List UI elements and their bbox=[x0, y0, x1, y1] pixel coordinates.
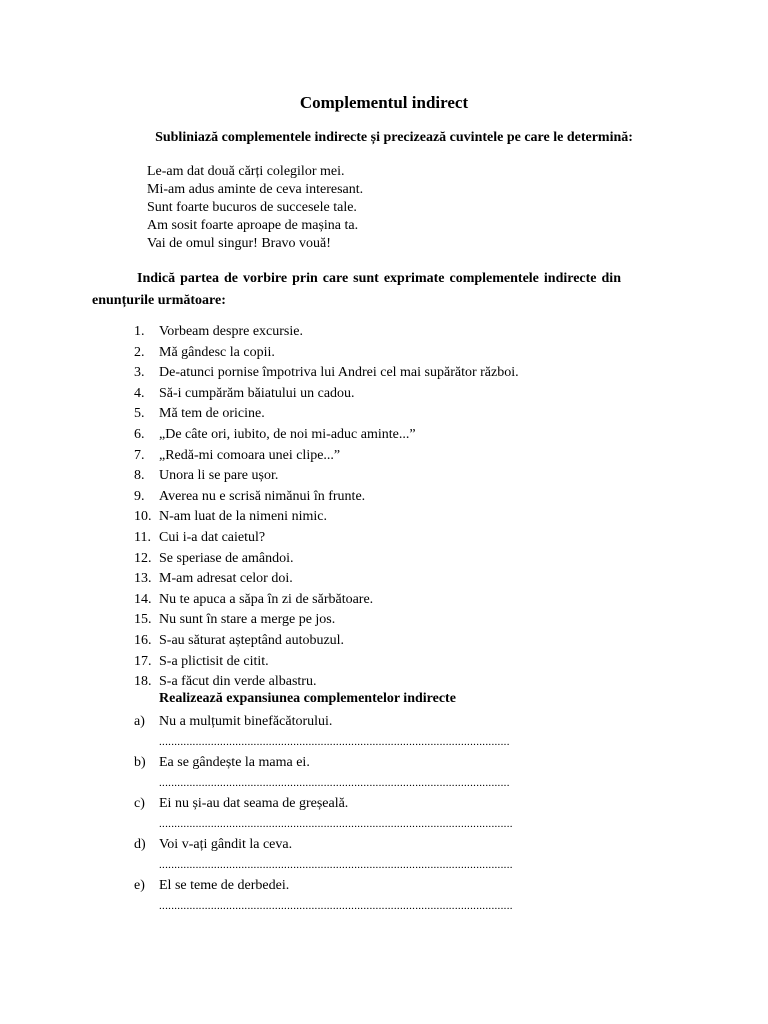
list-item bbox=[0, 507, 768, 527]
list-item-number: 14. bbox=[134, 591, 152, 607]
list-item-text: Nu te apuca a săpa în zi de sărbătoare. bbox=[159, 591, 374, 607]
list-item-text: Unora li se pare ușor. bbox=[159, 468, 279, 484]
exercise-item-label: d) bbox=[134, 837, 146, 852]
exercise-item-label: c) bbox=[134, 796, 145, 811]
exercise-item-label: b) bbox=[134, 755, 146, 770]
list-item bbox=[0, 652, 768, 672]
list-item-number: 4. bbox=[134, 385, 145, 401]
list-item-number: 15. bbox=[134, 612, 152, 628]
exercise-item bbox=[0, 712, 768, 752]
list-item bbox=[0, 549, 768, 569]
exercise2-instruction bbox=[92, 268, 621, 312]
list-item-text: Cui i-a dat caietul? bbox=[159, 530, 266, 545]
exercise-item bbox=[0, 753, 768, 793]
list-item bbox=[0, 569, 768, 589]
list-item-text: Vorbeam despre excursie. bbox=[159, 324, 303, 339]
list-item-number: 5. bbox=[134, 406, 145, 422]
list-item bbox=[0, 322, 768, 342]
list-item-number: 9. bbox=[134, 488, 145, 504]
answer-line[interactable]: .................................................................................................................... bbox=[159, 900, 513, 912]
exercise-item-text: El se teme de derbedei. bbox=[159, 878, 290, 893]
list-item-number: 12. bbox=[134, 550, 152, 566]
list-item bbox=[0, 466, 768, 486]
list-item bbox=[0, 631, 768, 651]
list-item bbox=[0, 363, 768, 383]
list-item-number: 18. bbox=[134, 674, 152, 690]
list-item-text: S-a plictisit de citit. bbox=[159, 653, 269, 669]
list-item-text: Averea nu e scrisă nimănui în frunte. bbox=[159, 488, 366, 504]
list-item bbox=[0, 425, 768, 445]
answer-line[interactable]: .................................................................................................................... bbox=[159, 859, 513, 871]
list-item bbox=[0, 590, 768, 610]
exercise3-instruction: Realizează expansiunea complementelor indirecte bbox=[159, 691, 456, 706]
exercise1-sentence: Am sosit foarte aproape de mașina ta. bbox=[147, 218, 359, 233]
list-item-text: De-atunci pornise împotriva lui Andrei cel mai supărător război. bbox=[159, 365, 519, 381]
exercise1-sentence: Vai de omul singur! Bravo vouă! bbox=[147, 236, 331, 251]
exercise-item bbox=[0, 794, 768, 834]
list-item-number: 1. bbox=[134, 324, 145, 339]
list-item-text: „Redă-mi comoara unei clipe...” bbox=[159, 447, 341, 463]
exercise-item bbox=[0, 835, 768, 875]
list-item-number: 11. bbox=[134, 530, 151, 545]
list-item-number: 17. bbox=[134, 653, 152, 669]
exercise-item bbox=[0, 876, 768, 916]
list-item bbox=[0, 528, 768, 548]
list-item-text: M-am adresat celor doi. bbox=[159, 571, 293, 587]
exercise2-instruction-line2: enunțurile următoare: bbox=[92, 293, 226, 308]
list-item bbox=[0, 343, 768, 363]
exercise1-sentence: Mi-am adus aminte de ceva interesant. bbox=[147, 182, 364, 197]
list-item-text: S-au săturat așteptând autobuzul. bbox=[159, 633, 345, 648]
list-item-number: 6. bbox=[134, 427, 145, 442]
exercise-item-text: Ei nu și-au dat seama de greșeală. bbox=[159, 796, 349, 811]
list-item-number: 10. bbox=[134, 509, 152, 525]
list-item-text: Mă gândesc la copii. bbox=[159, 344, 275, 360]
list-item-text: S-a făcut din verde albastru. bbox=[159, 674, 317, 690]
exercise-item-text: Ea se gândește la mama ei. bbox=[159, 755, 310, 770]
list-item bbox=[0, 487, 768, 507]
list-item-number: 8. bbox=[134, 468, 145, 484]
list-item bbox=[0, 404, 768, 424]
list-item bbox=[0, 446, 768, 466]
list-item-number: 7. bbox=[134, 447, 145, 463]
exercise-item-text: Nu a mulțumit binefăcătorului. bbox=[159, 714, 333, 729]
list-item-text: N-am luat de la nimeni nimic. bbox=[159, 509, 327, 525]
exercise-item-label: a) bbox=[134, 714, 145, 729]
exercise2-instruction-line1: Indică partea de vorbire prin care sunt exprimate complementele indirecte din bbox=[137, 271, 621, 286]
list-item-number: 3. bbox=[134, 365, 145, 381]
exercise-item-label: e) bbox=[134, 878, 145, 893]
list-item-number: 2. bbox=[134, 344, 145, 360]
list-item-number: 13. bbox=[134, 571, 152, 587]
list-item bbox=[0, 610, 768, 630]
answer-line[interactable]: ................................................................................................................... bbox=[159, 736, 510, 748]
list-item bbox=[0, 672, 768, 692]
list-item-text: „De câte ori, iubito, de noi mi-aduc aminte...” bbox=[159, 427, 416, 442]
exercise1-instruction: Subliniază complementele indirecte și precizează cuvintele pe care le determină: bbox=[155, 130, 633, 145]
list-item bbox=[0, 384, 768, 404]
list-item-text: Mă tem de oricine. bbox=[159, 406, 265, 422]
answer-line[interactable]: .................................................................................................................... bbox=[159, 818, 513, 830]
exercise1-sentence: Sunt foarte bucuros de succesele tale. bbox=[147, 200, 357, 215]
answer-line[interactable]: ................................................................................................................... bbox=[159, 777, 510, 789]
exercise-item-text: Voi v-ați gândit la ceva. bbox=[159, 837, 293, 852]
page-title: Complementul indirect bbox=[299, 93, 469, 112]
list-item-number: 16. bbox=[134, 633, 152, 648]
list-item-text: Se speriase de amândoi. bbox=[159, 550, 294, 566]
list-item-text: Nu sunt în stare a merge pe jos. bbox=[159, 612, 336, 628]
exercise1-sentence: Le-am dat două cărți colegilor mei. bbox=[147, 164, 345, 179]
list-item-text: Să-i cumpărăm băiatului un cadou. bbox=[159, 385, 355, 401]
